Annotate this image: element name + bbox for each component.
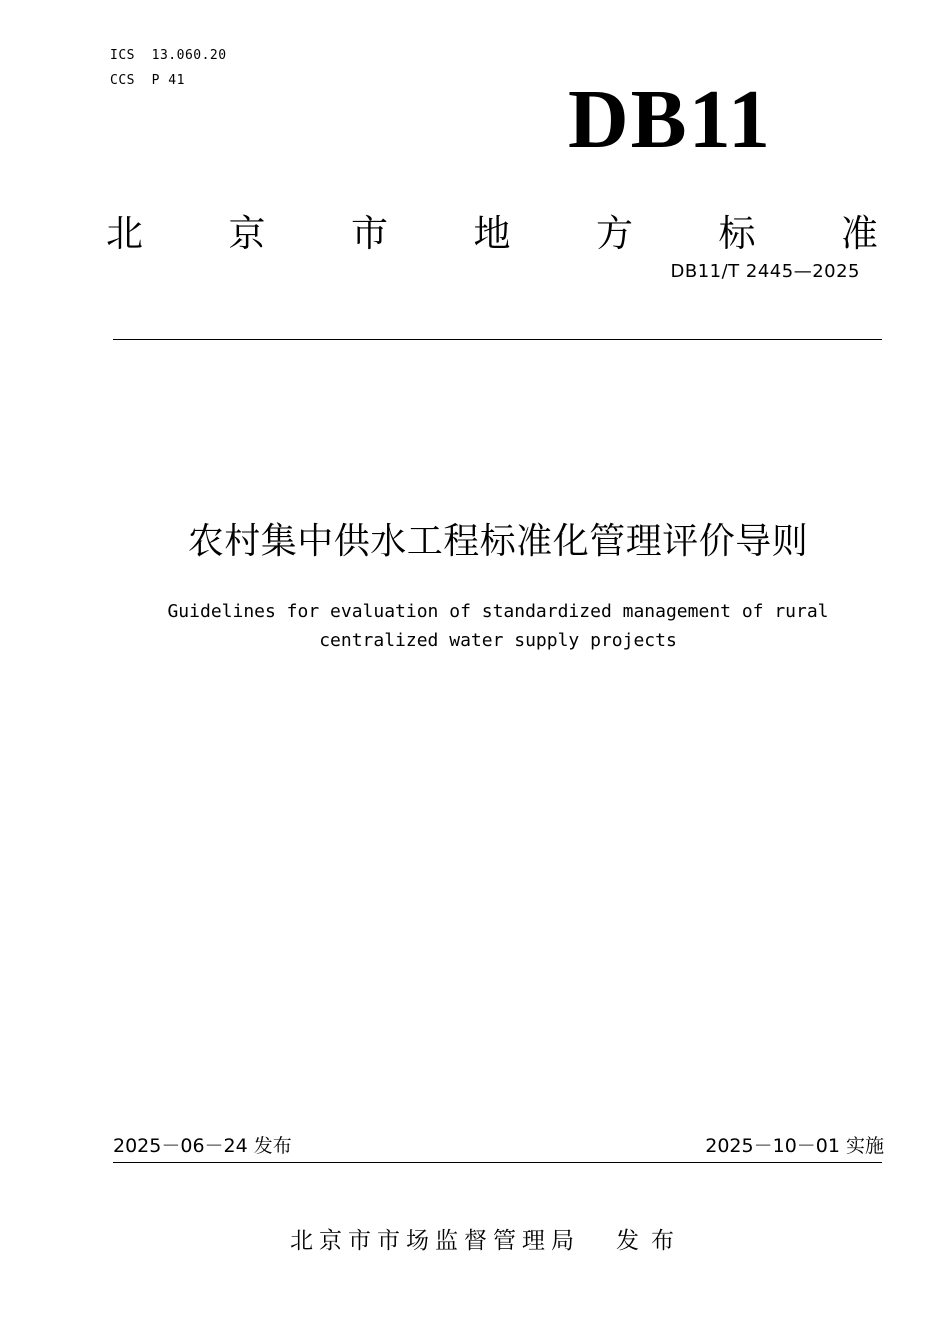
- standard-type: [106, 212, 878, 256]
- implementation-date: 2025－10－01 实施: [705, 1135, 884, 1157]
- ccs-code: CCS P 41: [110, 73, 185, 88]
- db11-logo: DB11: [568, 73, 773, 166]
- issuer-action: 发布: [616, 1228, 686, 1254]
- ics-code: ICS 13.060.20: [110, 48, 227, 63]
- issuer: [0, 1225, 950, 1257]
- standard-type-char: 标: [718, 212, 756, 255]
- title-english-line-2: centralized water supply projects: [319, 630, 677, 651]
- standard-type-char: 市: [351, 212, 388, 255]
- header-divider: [113, 339, 882, 340]
- standard-type-char: 准: [841, 212, 878, 255]
- issue-date: 2025－06－24 发布: [113, 1135, 292, 1157]
- standard-type-char: 方: [596, 212, 633, 255]
- title-english-line-1: Guidelines for evaluation of standardized management of rural: [167, 601, 829, 622]
- standard-code: DB11/T 2445—2025: [670, 261, 860, 282]
- standard-type-char: 京: [228, 212, 266, 255]
- footer-divider: [113, 1162, 882, 1163]
- issuer-organization: 北京市市场监督管理局: [290, 1228, 580, 1254]
- standard-type-char: 北: [106, 212, 143, 255]
- title-chinese: 农村集中供水工程标准化管理评价导则: [187, 521, 809, 562]
- standard-type-char: 地: [473, 212, 511, 255]
